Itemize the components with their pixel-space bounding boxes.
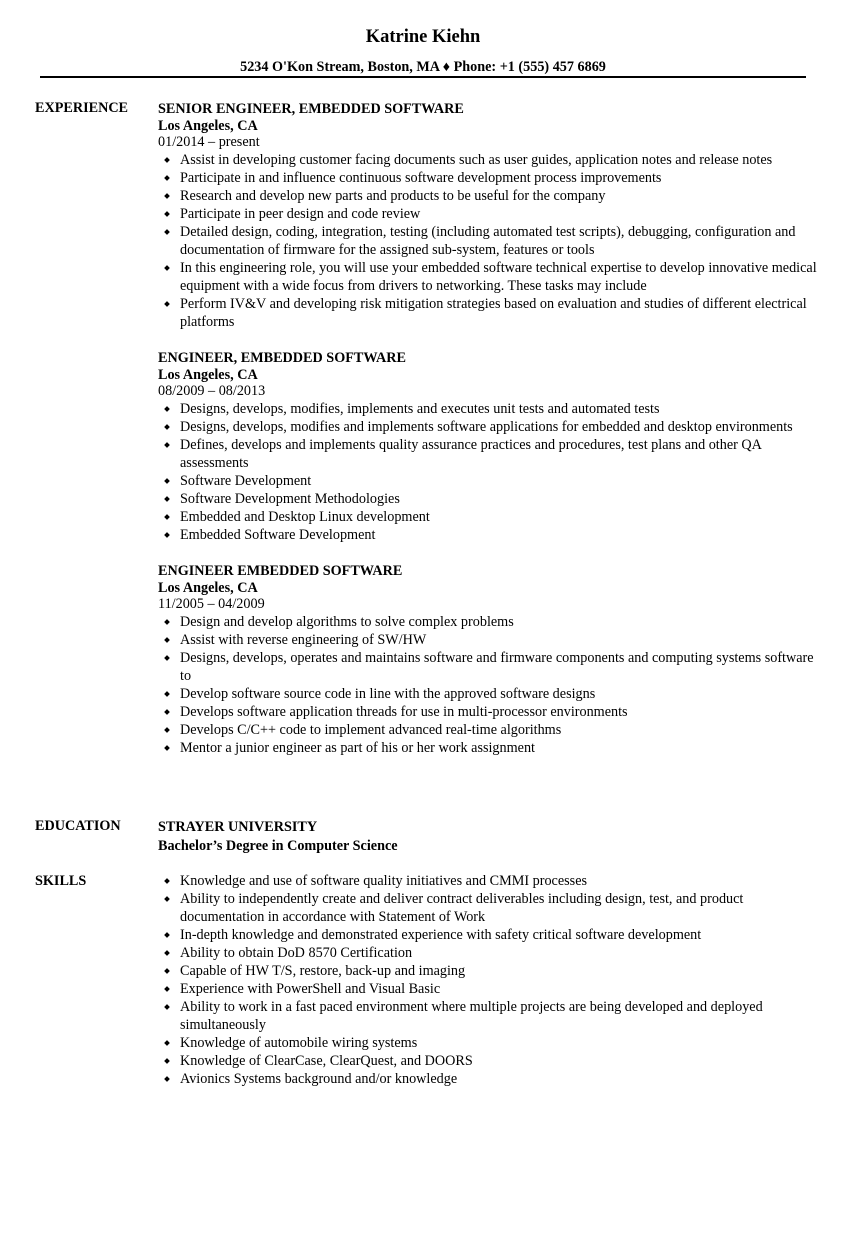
section-label-experience: EXPERIENCE [35, 100, 129, 116]
list-item: Designs, develops, operates and maintains software and firmware components and computing systems software to [158, 649, 818, 685]
list-item: Participate in peer design and code review [158, 205, 818, 223]
job-duties-list [158, 400, 818, 544]
list-item: Software Development Methodologies [158, 490, 818, 508]
list-item: Ability to obtain DoD 8570 Certification [158, 944, 818, 962]
list-item: Avionics Systems background and/or knowledge [158, 1070, 818, 1088]
school-name: STRAYER UNIVERSITY [158, 819, 318, 835]
list-item: Knowledge of automobile wiring systems [158, 1034, 818, 1052]
list-item: Design and develop algorithms to solve complex problems [158, 613, 818, 631]
list-item: Develop software source code in line with the approved software designs [158, 685, 818, 703]
list-item: Designs, develops, modifies and implements software applications for embedded and desktop environments [158, 418, 818, 436]
list-item: In-depth knowledge and demonstrated experience with safety critical software development [158, 926, 818, 944]
job-title: ENGINEER, EMBEDDED SOFTWARE [158, 350, 406, 366]
list-item: Ability to work in a fast paced environment where multiple projects are being developed and deployed simultaneously [158, 998, 818, 1034]
job-entry [158, 562, 818, 757]
job-dates: 01/2014 – present [158, 134, 260, 150]
job-location: Los Angeles, CA [158, 367, 258, 383]
list-item: Defines, develops and implements quality assurance practices and procedures, test plans and other QA assessments [158, 436, 818, 472]
job-duties-list [158, 151, 818, 331]
list-item: Knowledge and use of software quality initiatives and CMMI processes [158, 872, 818, 890]
job-dates: 08/2009 – 08/2013 [158, 383, 266, 399]
list-item: Mentor a junior engineer as part of his or her work assignment [158, 739, 818, 757]
job-title: ENGINEER EMBEDDED SOFTWARE [158, 563, 403, 579]
list-item: Designs, develops, modifies, implements and executes unit tests and automated tests [158, 400, 818, 418]
contact-line: 5234 O'Kon Stream, Boston, MA ♦ Phone: +1 (555) 457 6869 [240, 59, 606, 75]
candidate-name: Katrine Kiehn [365, 27, 481, 47]
list-item: Knowledge of ClearCase, ClearQuest, and DOORS [158, 1052, 818, 1070]
job-dates: 11/2005 – 04/2009 [158, 596, 265, 612]
education-body [158, 817, 818, 856]
list-item: Assist with reverse engineering of SW/HW [158, 631, 818, 649]
skills-body [158, 872, 818, 1088]
list-item: Software Development [158, 472, 818, 490]
list-item: Perform IV&V and developing risk mitigation strategies based on evaluation and studies of different electrical platforms [158, 295, 818, 331]
job-entry [158, 349, 818, 544]
job-location: Los Angeles, CA [158, 118, 258, 134]
list-item: Detailed design, coding, integration, testing (including automated test scripts), debugging, configuration and documentation of firmware for the assigned sub-system, features or tools [158, 223, 818, 259]
list-item: In this engineering role, you will use your embedded software technical expertise to develop innovative medical equipment with a wide focus from drivers to networking. These tasks may include [158, 259, 818, 295]
list-item: Ability to independently create and deliver contract deliverables including design, test, and product documentation in accordance with Statement of Work [158, 890, 818, 926]
job-location: Los Angeles, CA [158, 580, 258, 596]
job-entry [158, 100, 818, 331]
list-item: Capable of HW T/S, restore, back-up and imaging [158, 962, 818, 980]
skills-list [158, 872, 818, 1088]
job-title: SENIOR ENGINEER, EMBEDDED SOFTWARE [158, 101, 464, 117]
job-duties-list [158, 613, 818, 757]
header-divider [40, 76, 806, 78]
degree: Bachelor’s Degree in Computer Science [158, 838, 398, 854]
list-item: Assist in developing customer facing documents such as user guides, application notes and release notes [158, 151, 818, 169]
list-item: Embedded and Desktop Linux development [158, 508, 818, 526]
list-item: Embedded Software Development [158, 526, 818, 544]
list-item: Experience with PowerShell and Visual Basic [158, 980, 818, 998]
list-item: Participate in and influence continuous software development process improvements [158, 169, 818, 187]
list-item: Develops software application threads for use in multi-processor environments [158, 703, 818, 721]
list-item: Research and develop new parts and products to be useful for the company [158, 187, 818, 205]
experience-body [158, 99, 818, 775]
section-label-education: EDUCATION [35, 818, 121, 834]
list-item: Develops C/C++ code to implement advanced real-time algorithms [158, 721, 818, 739]
section-label-skills: SKILLS [35, 873, 87, 889]
